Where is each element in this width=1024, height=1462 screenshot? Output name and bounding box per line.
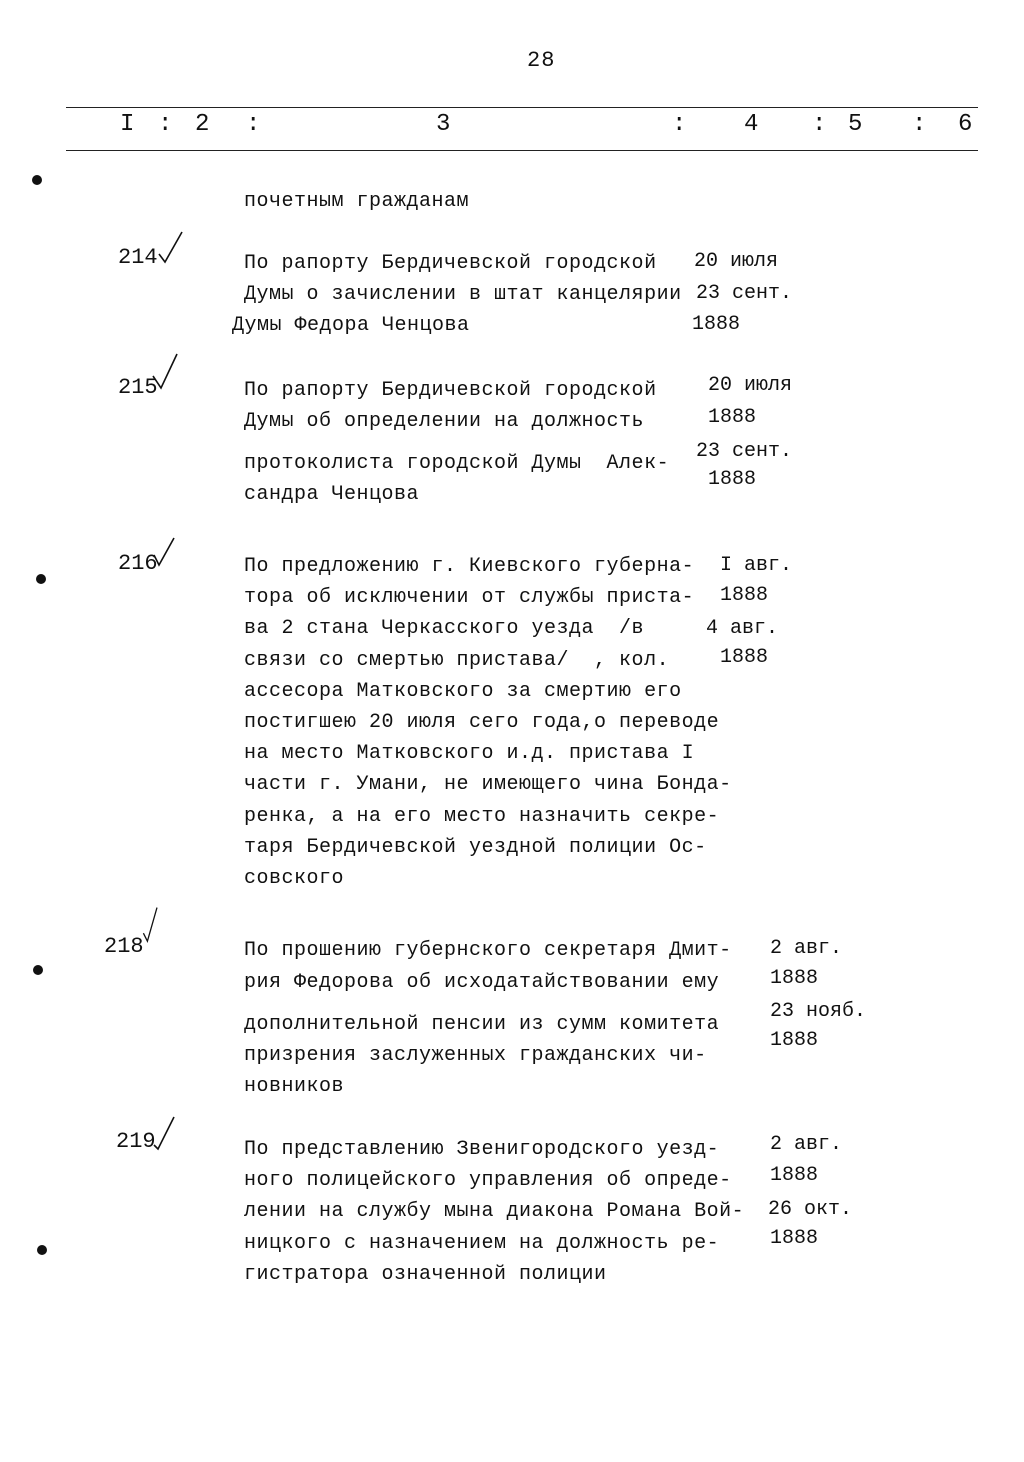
entry-date: 1888 [770,1164,819,1187]
entry-date: 2 авг. [770,937,843,960]
punch-hole-mark [32,175,42,185]
entry-line: Думы Федора Ченцова [232,314,470,337]
entry-number: 215 [118,375,158,400]
entry-line: на место Матковского и.д. пристава I [244,742,695,765]
entry-line: ницкого с назначением на должность ре- [244,1232,720,1255]
column-header-separator: : [246,111,261,138]
entry-number: 219 [116,1129,156,1154]
entry-line: По рапорту Бердичевской городской [244,379,657,402]
entry-date: 1888 [720,646,769,669]
entry-line: По прошению губернского секретаря Дмит- [244,939,732,962]
column-header-separator: : [812,111,827,138]
entry-line: Думы о зачислении в штат канцелярии [244,283,682,306]
entry-line: тора об исключении от службы приста- [244,586,695,609]
entry-number: 214 [118,245,158,270]
entry-date: 1888 [770,1029,819,1052]
entry-line: постигшею 20 июля сего года,о переводе [244,711,720,734]
entry-line: ренка, а на его место назначить секре- [244,805,720,828]
entry-date: 20 июля [708,374,793,397]
entry-line: гистратора означенной полиции [244,1263,607,1286]
punch-hole-mark [33,965,43,975]
entry-line: части г. Умани, не имеющего чина Бонда- [244,773,732,796]
entry-line: протоколиста городской Думы Алек- [244,452,670,475]
entry-date: 4 авг. [706,617,779,640]
entry-date: 1888 [720,584,769,607]
entry-date: 1888 [708,468,757,491]
entry-date: 1888 [708,406,757,429]
entry-date: 23 нояб. [770,1000,867,1023]
punch-hole-mark [37,1245,47,1255]
column-header-separator: : [672,111,687,138]
check-mark-icon [150,535,180,575]
entry-date: 1888 [770,1227,819,1250]
column-header-separator: : [158,111,173,138]
entry-line: таря Бердичевской уездной полиции Ос- [244,836,707,859]
entry-date: 26 окт. [768,1198,853,1221]
column-header-separator: : [912,111,927,138]
entry-line: ассесора Матковского за смертию его [244,680,682,703]
column-header-3: 3 [436,111,451,138]
column-header-5: 5 [848,111,863,138]
entry-date: 20 июля [694,250,779,273]
entry-line: По представлению Звенигородского уезд- [244,1138,720,1161]
entry-line: По рапорту Бердичевской городской [244,252,657,275]
entry-line: рия Федорова об исходатайствовании ему [244,971,720,994]
entry-line: совского [244,867,345,890]
header-rule-bottom [66,150,978,151]
entry-date: 23 сент. [696,282,793,305]
column-header-4: 4 [744,111,759,138]
entry-number: 218 [104,934,144,959]
check-mark-icon [138,906,168,946]
entry-line: дополнительной пенсии из сумм комитета [244,1013,720,1036]
column-header-2: 2 [195,111,210,138]
entry-line: ва 2 стана Черкасского уезда /в [244,617,645,640]
entry-date: 1888 [770,967,819,990]
entry-date: 23 сент. [696,440,793,463]
punch-hole-mark [36,574,46,584]
check-mark-icon [156,228,186,268]
entry-line: новников [244,1075,345,1098]
entry-line: призрения заслуженных гражданских чи- [244,1044,707,1067]
entry-line: ного полицейского управления об опреде- [244,1169,732,1192]
entry-number: 216 [118,551,158,576]
entry-date: I авг. [720,554,793,577]
column-header-1: I [120,111,135,138]
check-mark-icon [152,1115,182,1155]
page-number: 28 [527,48,556,73]
header-rule-top [66,107,978,108]
entry-date: 2 авг. [770,1133,843,1156]
entry-date: 1888 [692,313,741,336]
intro-text: почетным гражданам [244,190,470,213]
entry-line: Думы об определении на должность [244,410,645,433]
entry-line: сандра Ченцова [244,483,420,506]
entry-line: связи со смертью пристава/ , кол. [244,649,670,672]
entry-line: лении на службу мына диакона Романа Вой- [244,1200,745,1223]
check-mark-icon [150,352,180,392]
column-header-6: 6 [958,111,973,138]
entry-line: По предложению г. Киевского губерна- [244,555,695,578]
